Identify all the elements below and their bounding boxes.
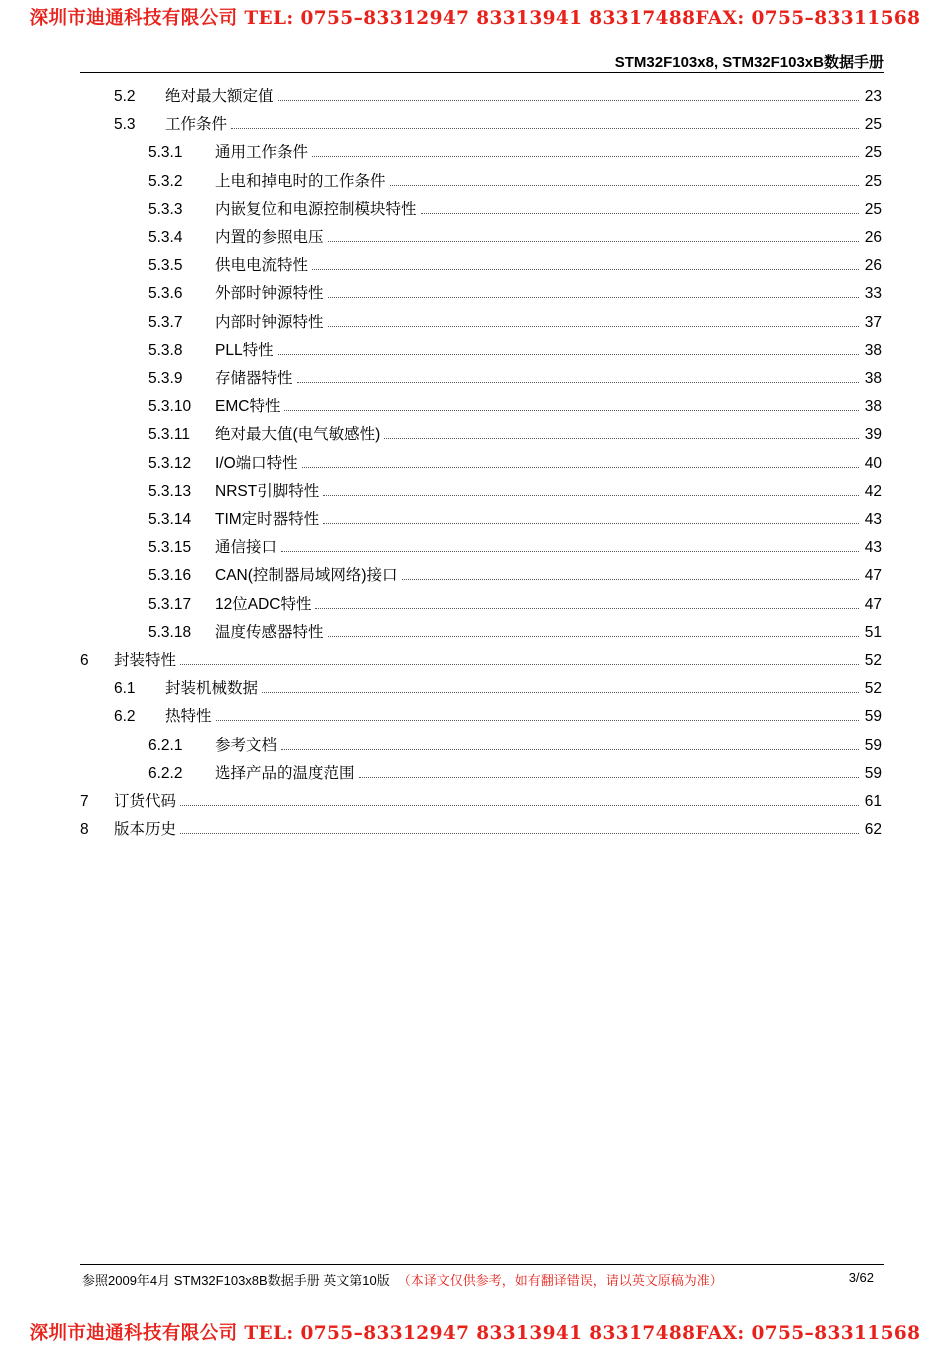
- toc-entry-title: 工作条件: [165, 116, 228, 134]
- toc-entry-page: 47: [864, 567, 882, 585]
- toc-entry-page: 38: [864, 398, 882, 416]
- toc-entry-title: 存储器特性: [215, 370, 293, 387]
- toc-entry-page: 43: [864, 511, 882, 528]
- toc-entry-title: 外部时钟源特性: [215, 285, 324, 303]
- toc-entry-title: 绝对最大值(电气敏感性): [215, 426, 381, 444]
- toc-entry-title: PLL特性: [215, 341, 274, 359]
- toc-entry-page: 42: [864, 482, 882, 500]
- toc-entry[interactable]: [80, 811, 882, 839]
- toc-entry-title: 封装机械数据: [165, 680, 259, 698]
- toc-dot-leader: [302, 467, 859, 468]
- toc-entry-title: EMC特性: [215, 398, 281, 416]
- toc-entry-page: 26: [864, 257, 882, 275]
- toc-dot-leader: [328, 636, 859, 637]
- toc-entry-page: 59: [864, 736, 882, 754]
- toc-entry-title: 订货代码: [114, 793, 177, 810]
- toc-entry-number: 5.3.9: [148, 370, 183, 387]
- toc-entry-number: 6.2.2: [148, 764, 183, 782]
- toc-entry-title: 内部时钟源特性: [215, 313, 324, 331]
- toc-entry-page: 47: [864, 595, 882, 613]
- toc-entry-number: 5.3.17: [148, 595, 192, 613]
- toc-entry-title: NRST引脚特性: [215, 482, 320, 500]
- toc-entry[interactable]: [148, 304, 882, 332]
- toc-entry[interactable]: [148, 163, 882, 191]
- toc-dot-leader: [297, 382, 859, 383]
- toc-entry[interactable]: [148, 501, 882, 529]
- footer-reference: 参照2009年4月 STM32F103x8B数据手册 英文第10版: [82, 1273, 390, 1288]
- toc-entry-number: 5.3.3: [148, 200, 183, 218]
- toc-entry-page: 25: [864, 172, 882, 190]
- toc-entry[interactable]: [114, 106, 882, 134]
- toc-entry-number: 5.3.2: [148, 172, 183, 190]
- toc-dot-leader: [402, 579, 859, 580]
- toc-entry[interactable]: [148, 614, 882, 642]
- toc-entry-page: 59: [864, 708, 882, 726]
- toc-entry-page: 61: [864, 793, 882, 810]
- toc-dot-leader: [231, 128, 859, 129]
- toc-entry[interactable]: [148, 586, 882, 614]
- toc-entry[interactable]: [148, 473, 882, 501]
- toc-entry-number: 6.2.1: [148, 736, 183, 754]
- toc-entry-title: 供电电流特性: [215, 257, 309, 275]
- document-title-header: STM32F103x8, STM32F103xB数据手册: [614, 54, 884, 71]
- toc-entry-page: 26: [864, 229, 882, 246]
- toc-entry-title: 参考文档: [215, 736, 278, 754]
- toc-entry[interactable]: [148, 275, 882, 303]
- toc-entry-number: 5.3.14: [148, 511, 192, 528]
- toc-entry[interactable]: [148, 360, 882, 388]
- toc-dot-leader: [262, 692, 859, 693]
- toc-entry[interactable]: [114, 78, 882, 106]
- toc-entry-page: 52: [864, 680, 882, 698]
- toc-entry-page: 37: [864, 313, 882, 331]
- toc-dot-leader: [281, 749, 859, 750]
- toc-dot-leader: [180, 833, 859, 834]
- toc-entry-title: 版本历史: [114, 821, 177, 839]
- toc-entry[interactable]: [80, 783, 882, 811]
- toc-entry-number: 5.2: [114, 88, 136, 105]
- page-footer: [82, 1270, 874, 1289]
- toc-dot-leader: [323, 523, 859, 524]
- toc-dot-leader: [315, 608, 859, 609]
- toc-entry-title: I/O端口特性: [215, 454, 298, 472]
- toc-entry-page: 51: [864, 623, 882, 641]
- company-banner-top: 深圳市迪通科技有限公司 TEL: 0755–83312947 83313941 83317488FAX: 0755–83311568: [29, 8, 921, 29]
- toc-entry-title: 12位ADC特性: [215, 595, 312, 613]
- toc-entry[interactable]: [148, 727, 882, 755]
- toc-dot-leader: [278, 354, 859, 355]
- toc-entry-title: 通用工作条件: [215, 144, 309, 162]
- toc-entry-title: 内置的参照电压: [215, 229, 324, 246]
- toc-entry[interactable]: [114, 698, 882, 726]
- toc-dot-leader: [323, 495, 859, 496]
- toc-entry-number: 7: [80, 793, 89, 810]
- toc-entry-page: 38: [864, 341, 882, 359]
- toc-entry[interactable]: [148, 191, 882, 219]
- toc-entry[interactable]: [80, 642, 882, 670]
- toc-entry[interactable]: [148, 445, 882, 473]
- toc-dot-leader: [384, 438, 859, 439]
- toc-entry-page: 25: [864, 144, 882, 162]
- toc-entry-page: 25: [864, 116, 882, 134]
- toc-entry-title: 封装特性: [114, 652, 177, 669]
- toc-entry-number: 5.3.6: [148, 285, 183, 303]
- toc-entry-number: 5.3.5: [148, 257, 183, 275]
- toc-entry[interactable]: [148, 557, 882, 585]
- toc-entry-page: 38: [864, 370, 882, 387]
- toc-entry[interactable]: [148, 134, 882, 162]
- toc-entry-title: TIM定时器特性: [215, 511, 320, 528]
- toc-entry-title: 绝对最大额定值: [165, 88, 274, 105]
- toc-entry-title: 温度传感器特性: [215, 623, 324, 641]
- toc-dot-leader: [421, 213, 859, 214]
- toc-entry[interactable]: [148, 332, 882, 360]
- toc-entry[interactable]: [148, 219, 882, 247]
- toc-dot-leader: [180, 805, 859, 806]
- toc-entry-title: 内嵌复位和电源控制模块特性: [215, 200, 417, 218]
- toc-entry-number: 6.1: [114, 680, 136, 698]
- toc-dot-leader: [284, 410, 859, 411]
- page-number: 3/62: [848, 1270, 874, 1285]
- toc-entry-page: 52: [864, 652, 882, 669]
- toc-dot-leader: [312, 156, 859, 157]
- toc-entry-number: 5.3.1: [148, 144, 183, 162]
- toc-dot-leader: [312, 269, 859, 270]
- toc-dot-leader: [390, 185, 859, 186]
- header-divider: [80, 72, 884, 73]
- toc-entry-title: 热特性: [165, 708, 212, 726]
- toc-dot-leader: [328, 326, 859, 327]
- company-banner-bottom: 深圳市迪通科技有限公司 TEL: 0755–83312947 83313941 83317488FAX: 0755–83311568: [29, 1323, 921, 1344]
- toc-entry-number: 6: [80, 652, 89, 669]
- toc-entry-number: 5.3.11: [148, 426, 190, 444]
- toc-entry-title: 上电和掉电时的工作条件: [215, 172, 386, 190]
- toc-entry-page: 40: [864, 454, 882, 472]
- toc-entry-page: 23: [864, 88, 882, 105]
- toc-entry[interactable]: [114, 670, 882, 698]
- toc-entry-number: 6.2: [114, 708, 136, 726]
- toc-entry-number: 8: [80, 821, 89, 839]
- toc-entry-number: 5.3.7: [148, 313, 183, 331]
- toc-dot-leader: [216, 720, 859, 721]
- toc-entry-number: 5.3.16: [148, 567, 192, 585]
- toc-entry-page: 25: [864, 200, 882, 218]
- toc-entry-title: 选择产品的温度范围: [215, 764, 355, 782]
- toc-entry-page: 59: [864, 764, 882, 782]
- toc-entry-title: CAN(控制器局域网络)接口: [215, 567, 398, 585]
- toc-entry-number: 5.3.15: [148, 539, 192, 557]
- toc-dot-leader: [359, 777, 859, 778]
- toc-entry-title: 通信接口: [215, 539, 278, 557]
- toc-entry-number: 5.3.4: [148, 229, 183, 246]
- toc-dot-leader: [281, 551, 859, 552]
- toc-entry[interactable]: [148, 416, 882, 444]
- toc-entry-number: 5.3.10: [148, 398, 192, 416]
- toc-entry-number: 5.3.12: [148, 454, 192, 472]
- toc-entry-page: 33: [864, 285, 882, 303]
- footer-translation-note: （本译文仅供参考，如有翻译错误，请以英文原稿为准）: [397, 1273, 723, 1288]
- toc-dot-leader: [328, 241, 859, 242]
- toc-entry[interactable]: [148, 755, 882, 783]
- toc-entry-page: 43: [864, 539, 882, 557]
- toc-entry-number: 5.3.13: [148, 482, 192, 500]
- toc-dot-leader: [278, 100, 859, 101]
- footer-divider: [80, 1264, 884, 1265]
- toc-entry-number: 5.3.8: [148, 341, 183, 359]
- toc-entry-page: 39: [864, 426, 882, 444]
- toc-dot-leader: [180, 664, 859, 665]
- toc-entry[interactable]: [148, 247, 882, 275]
- toc-entry[interactable]: [148, 388, 882, 416]
- toc-entry[interactable]: [148, 529, 882, 557]
- toc-dot-leader: [328, 297, 859, 298]
- toc-entry-number: 5.3: [114, 116, 136, 134]
- toc-entry-number: 5.3.18: [148, 623, 192, 641]
- toc-entry-page: 62: [864, 821, 882, 839]
